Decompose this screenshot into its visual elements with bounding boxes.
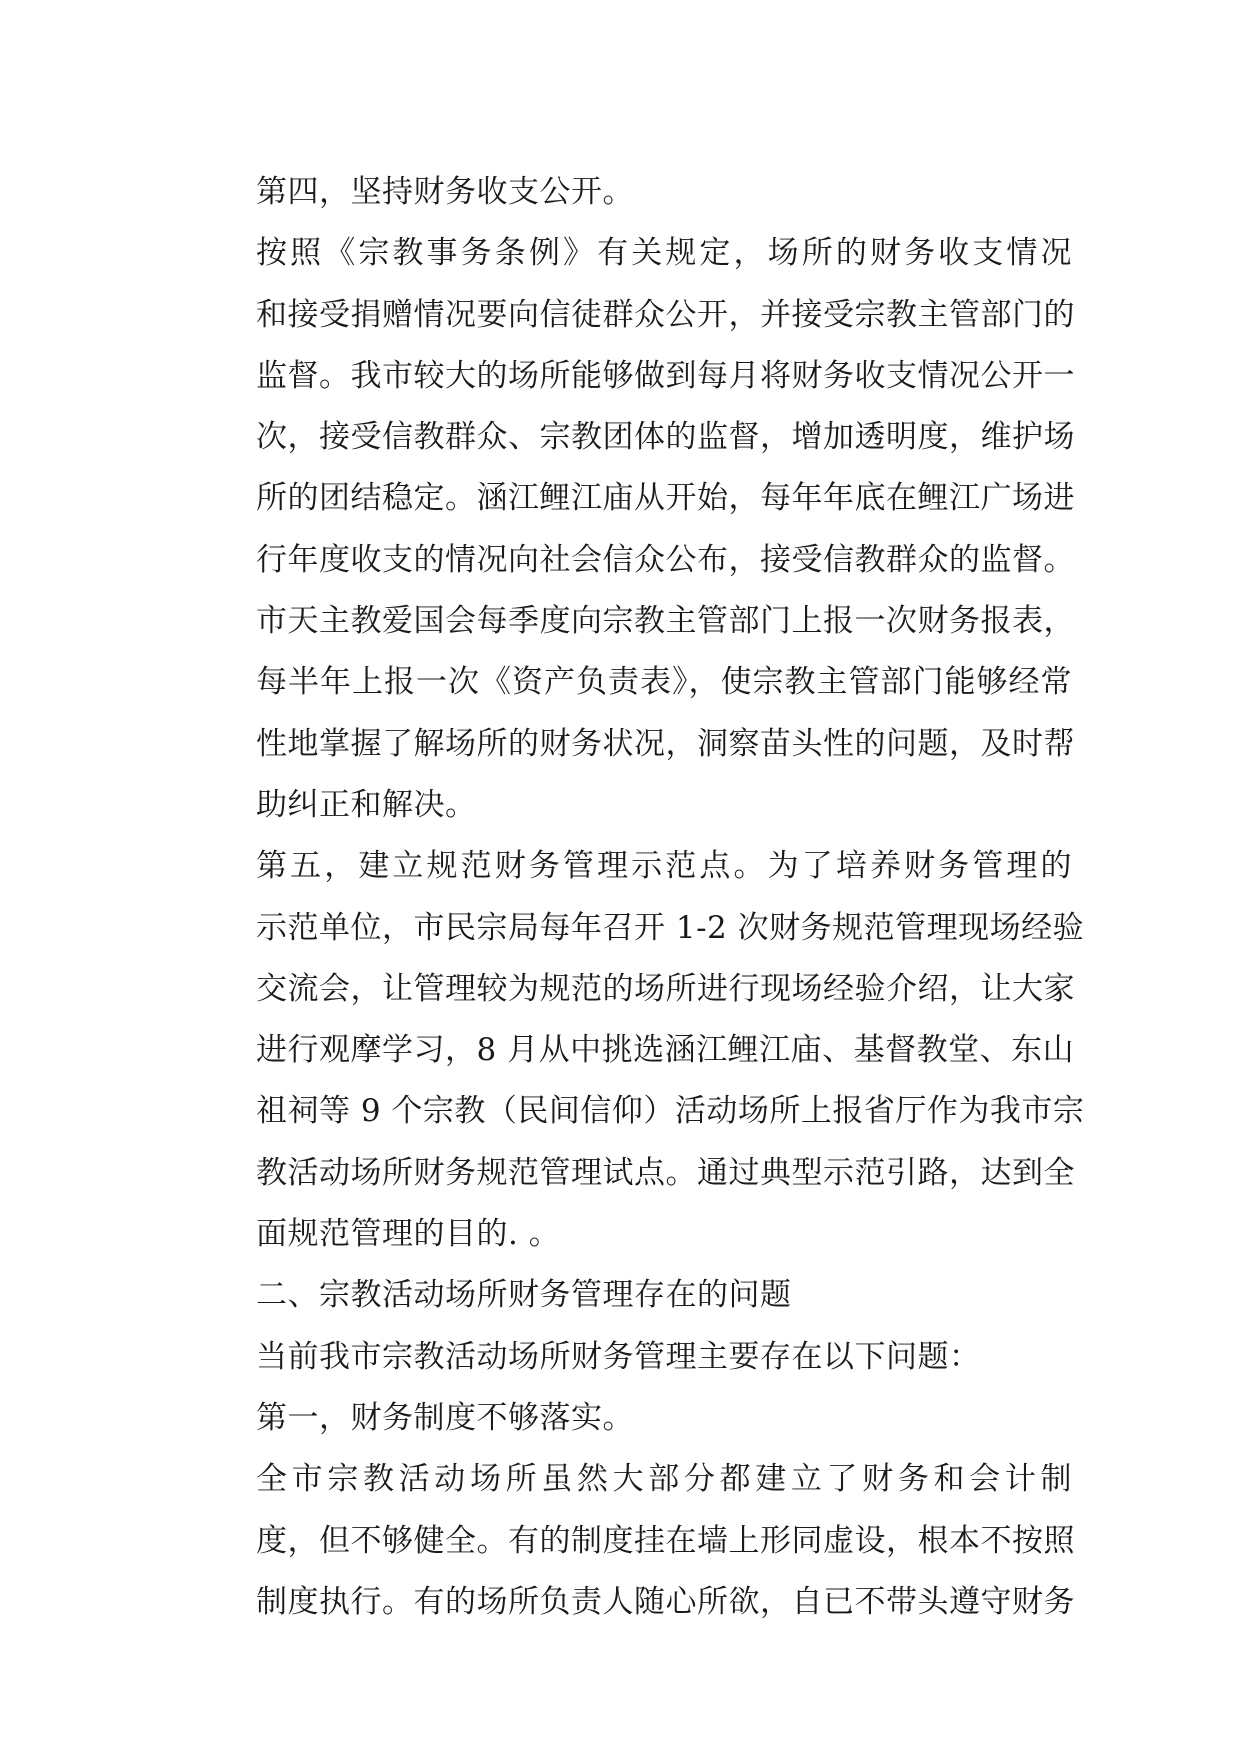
text-line: 第一，财务制度不够落实。	[256, 1399, 634, 1436]
text-line: 交流会，让管理较为规范的场所进行现场经验介绍，让大家	[256, 970, 1075, 1007]
document-body	[192, 162, 1085, 1633]
text-line: 所的团结稳定。涵江鲤江庙从开始，每年年底在鲤江广场进	[256, 480, 1075, 517]
text-line: 行年度收支的情况向社会信众公布，接受信教群众的监督。	[256, 541, 1075, 578]
paragraph-problem-one-heading	[192, 1388, 1072, 1449]
text-line: 度，但不够健全。有的制度挂在墙上形同虚设，根本不按照	[256, 1522, 1075, 1559]
paragraph-section-four-heading	[192, 162, 1072, 223]
text-line: 第五，建立规范财务管理示范点。为了培养财务管理的	[256, 848, 1072, 885]
text-line: 当前我市宗教活动场所财务管理主要存在以下问题：	[256, 1338, 981, 1375]
paragraph-section-five	[192, 836, 1085, 1265]
text-line: 祖祠等 9 个宗教（民间信仰）活动场所上报省厅作为我市宗	[256, 1093, 1085, 1130]
text-line: 示范单位，市民宗局每年召开 1-2 次财务规范管理现场经验	[256, 909, 1085, 946]
text-line: 面规范管理的目的. 。	[256, 1216, 561, 1253]
text-line: 监督。我市较大的场所能够做到每月将财务收支情况公开一	[256, 357, 1075, 394]
text-line: 次，接受信教群众、宗教团体的监督，增加透明度，维护场	[256, 419, 1075, 456]
text-line: 和接受捐赠情况要向信徒群众公开，并接受宗教主管部门的	[256, 296, 1075, 333]
paragraph-problems-intro	[192, 1327, 1072, 1388]
section-heading-problems	[192, 1265, 1072, 1326]
paragraph-problem-one-body	[192, 1449, 1075, 1633]
text-line: 进行观摩学习，8 月从中挑选涵江鲤江庙、基督教堂、东山	[256, 1032, 1075, 1069]
text-line: 第四，坚持财务收支公开。	[256, 174, 634, 210]
text-line: 每半年上报一次《资产负责表》，使宗教主管部门能够经常	[256, 664, 1072, 701]
text-line: 全市宗教活动场所虽然大部分都建立了财务和会计制	[256, 1461, 1072, 1498]
text-line: 性地掌握了解场所的财务状况，洞察苗头性的问题，及时帮	[256, 725, 1075, 762]
text-line: 助纠正和解决。	[256, 786, 477, 823]
text-line: 按照《宗教事务条例》有关规定，场所的财务收支情况	[256, 235, 1072, 272]
paragraph-financial-disclosure	[192, 223, 1075, 836]
text-line: 市天主教爱国会每季度向宗教主管部门上报一次财务报表，	[256, 603, 1075, 640]
text-line: 制度执行。有的场所负责人随心所欲，自已不带头遵守财务	[256, 1583, 1075, 1620]
text-line: 二、宗教活动场所财务管理存在的问题	[256, 1277, 792, 1314]
text-line: 教活动场所财务规范管理试点。通过典型示范引路，达到全	[256, 1154, 1075, 1191]
